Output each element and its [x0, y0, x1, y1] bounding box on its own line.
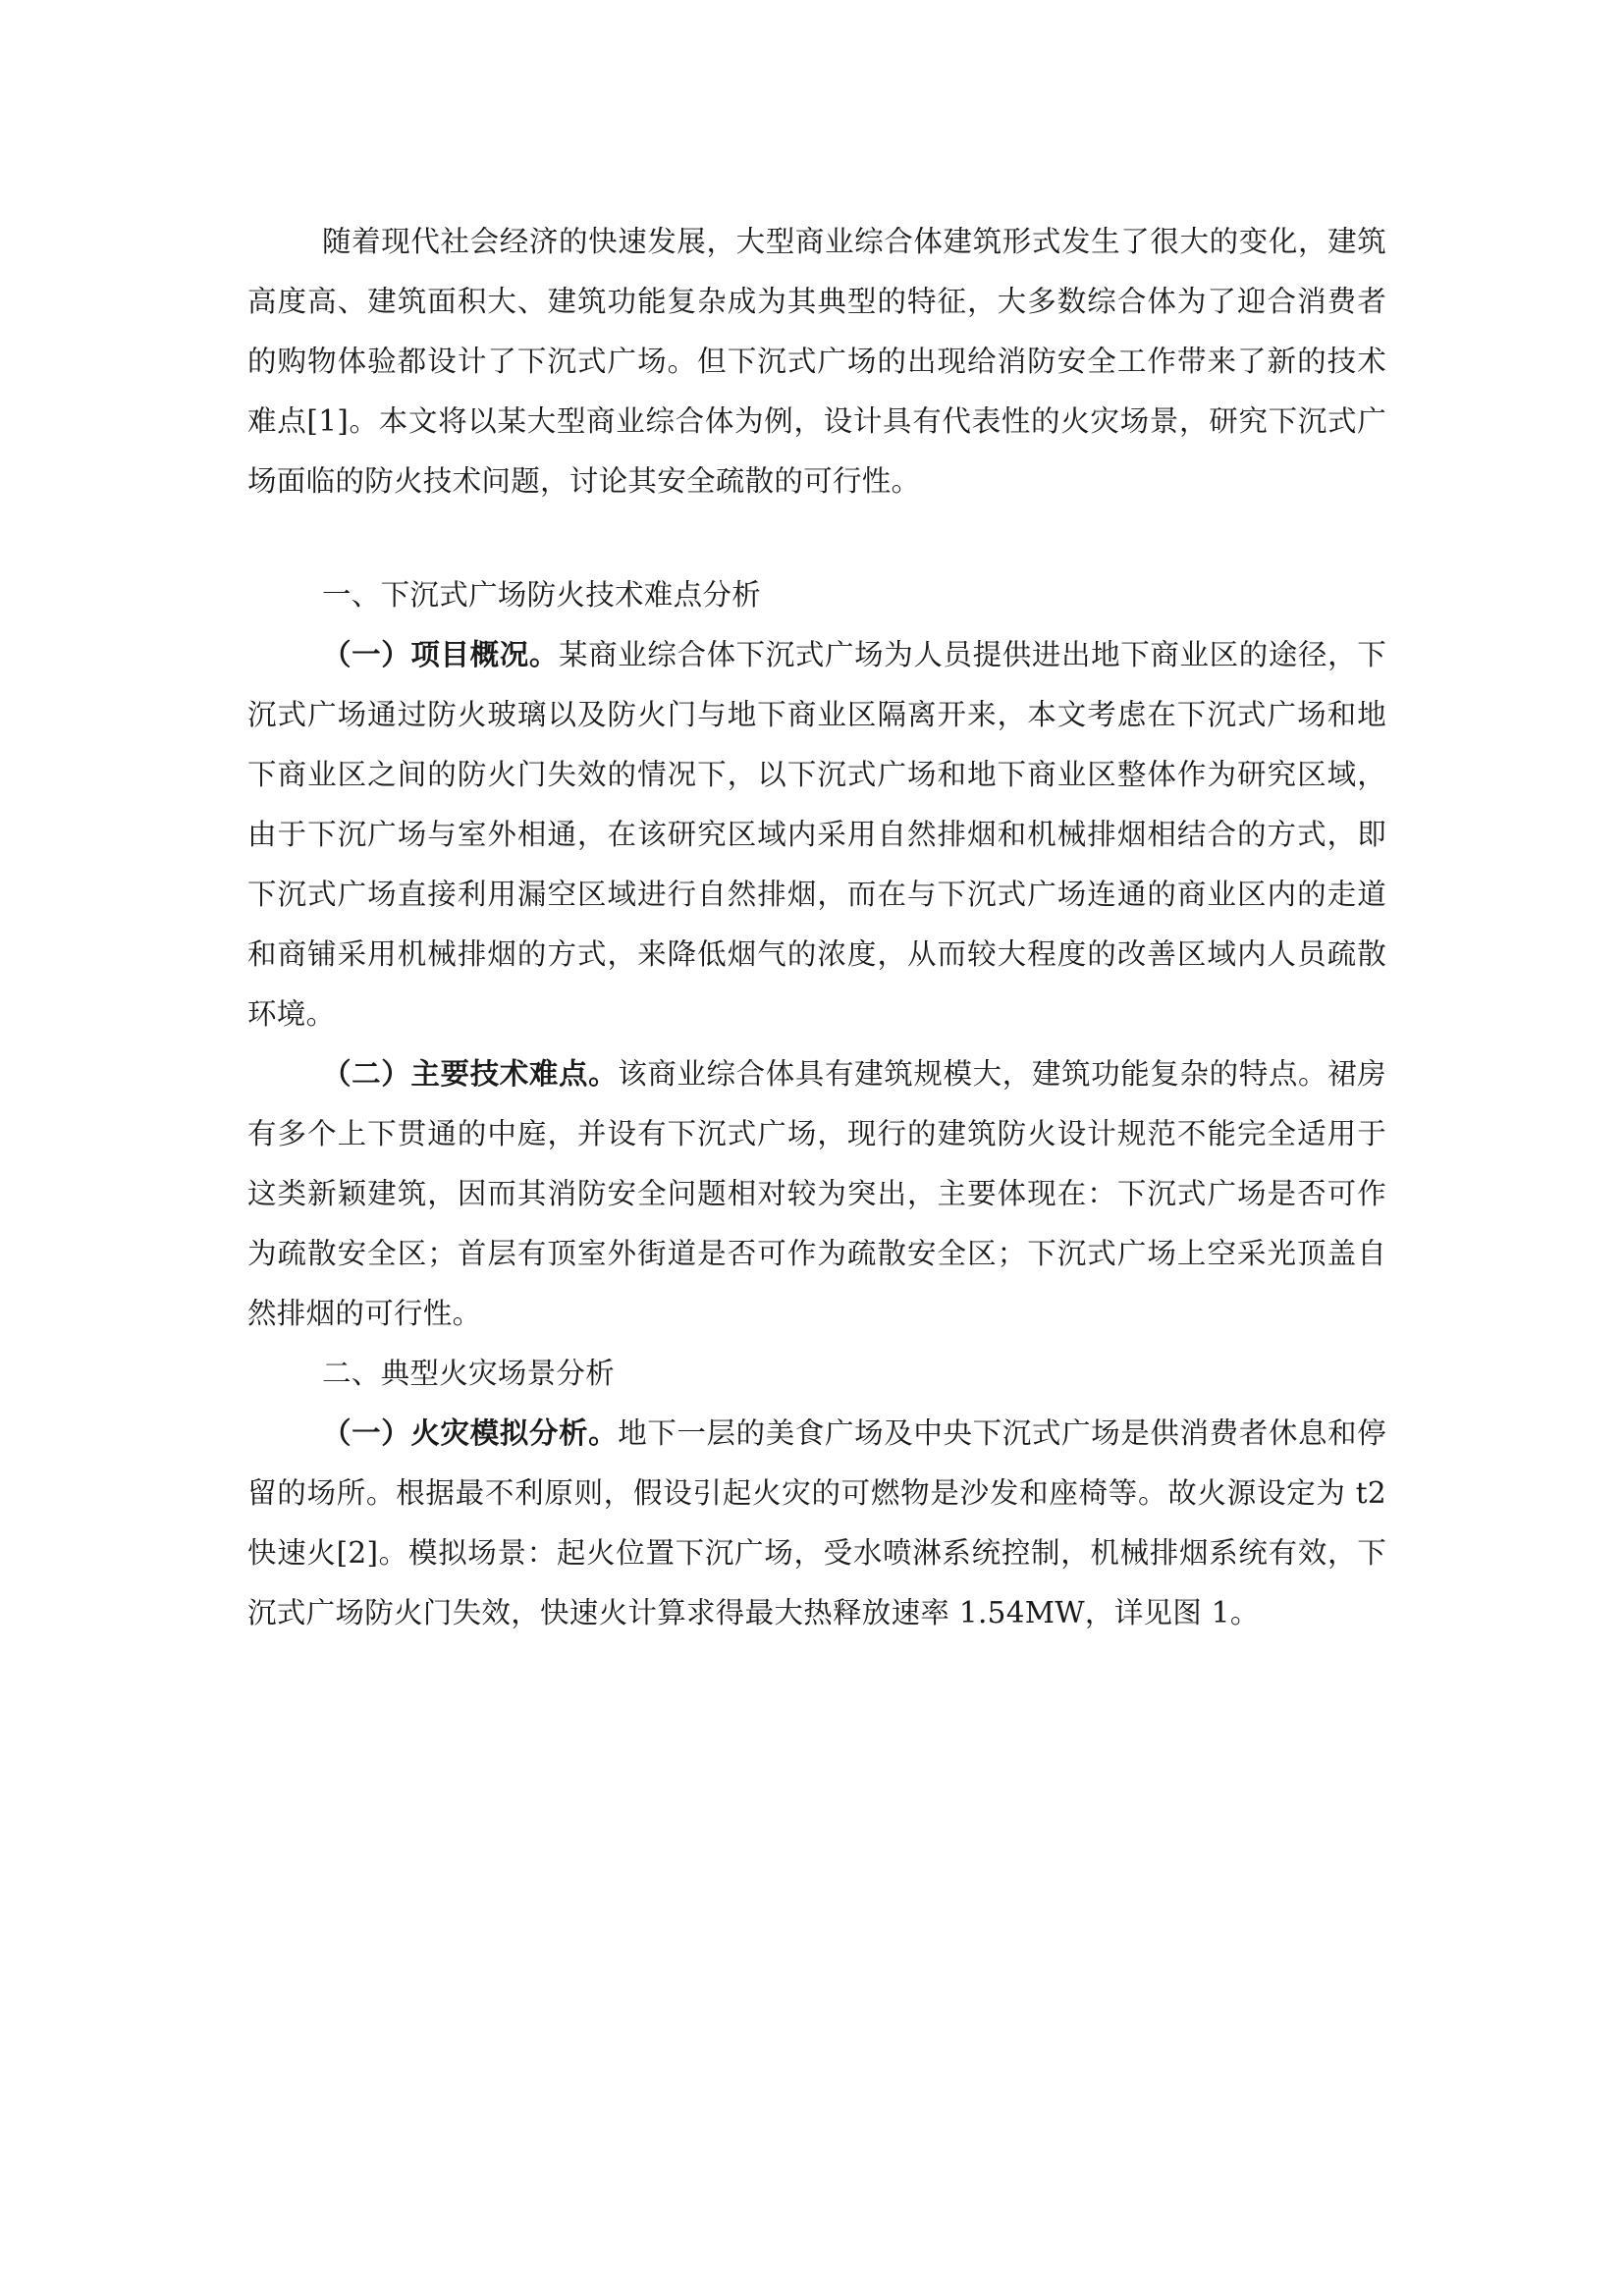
section-1-paragraph-1 [247, 625, 1386, 1044]
section-2-heading: 二、典型火灾场景分析 [322, 1357, 616, 1390]
section-1-paragraph-2 [247, 1044, 1386, 1344]
document-page [247, 212, 1386, 1643]
section-1-paragraph-2-body: 该商业综合体具有建筑规模大，建筑功能复杂的特点。裙房有多个上下贯通的中庭，并设有下沉式广场，现行的建筑防火设计规范不能完全适用于这类新颖建筑，因而其消防安全问题相对较为突出，主要体现在：下沉式广场是否可作为疏散安全区；首层有顶室外街道是否可作为疏散安全区；下沉式广场上空采光顶盖自然排烟的可行性。 [247, 1057, 1386, 1330]
section-2-subheading-1: （一）火灾模拟分析。 [322, 1416, 619, 1450]
intro-paragraph: 随着现代社会经济的快速发展，大型商业综合体建筑形式发生了很大的变化，建筑高度高、建筑面积大、建筑功能复杂成为其典型的特征，大多数综合体为了迎合消费者的购物体验都设计了下沉式广场。但下沉式广场的出现给消防安全工作带来了新的技术难点[1]。本文将以某大型商业综合体为例，设计具有代表性的火灾场景，研究下沉式广场面临的防火技术问题，讨论其安全疏散的可行性。 [247, 225, 1386, 498]
section-1-subheading-1: （一）项目概况。 [322, 638, 559, 671]
section-2-paragraph-1 [247, 1404, 1386, 1643]
section-2-paragraph-1-body: 地下一层的美食广场及中央下沉式广场是供消费者休息和停留的场所。根据最不利原则，假设引起火灾的可燃物是沙发和座椅等。故火源设定为 t2 快速火[2]。模拟场景：起火位置下沉广场，受水喷淋系统控制，机械排烟系统有效，下沉式广场防火门失效，快速火计算求得最大热释放速率 1.54MW，详见图 1。 [247, 1416, 1386, 1629]
section-1-paragraph-1-body: 某商业综合体下沉式广场为人员提供进出地下商业区的途径，下沉式广场通过防火玻璃以及防火门与地下商业区隔离开来，本文考虑在下沉式广场和地下商业区之间的防火门失效的情况下，以下沉式广场和地下商业区整体作为研究区域，由于下沉广场与室外相通，在该研究区域内采用自然排烟和机械排烟相结合的方式，即下沉式广场直接利用漏空区域进行自然排烟，而在与下沉式广场连通的商业区内的走道和商铺采用机械排烟的方式，来降低烟气的浓度，从而较大程度的改善区域内人员疏散环境。 [247, 638, 1386, 1031]
section-1-heading: 一、下沉式广场防火技术难点分析 [322, 578, 762, 612]
section-1-subheading-2: （二）主要技术难点。 [322, 1057, 619, 1091]
